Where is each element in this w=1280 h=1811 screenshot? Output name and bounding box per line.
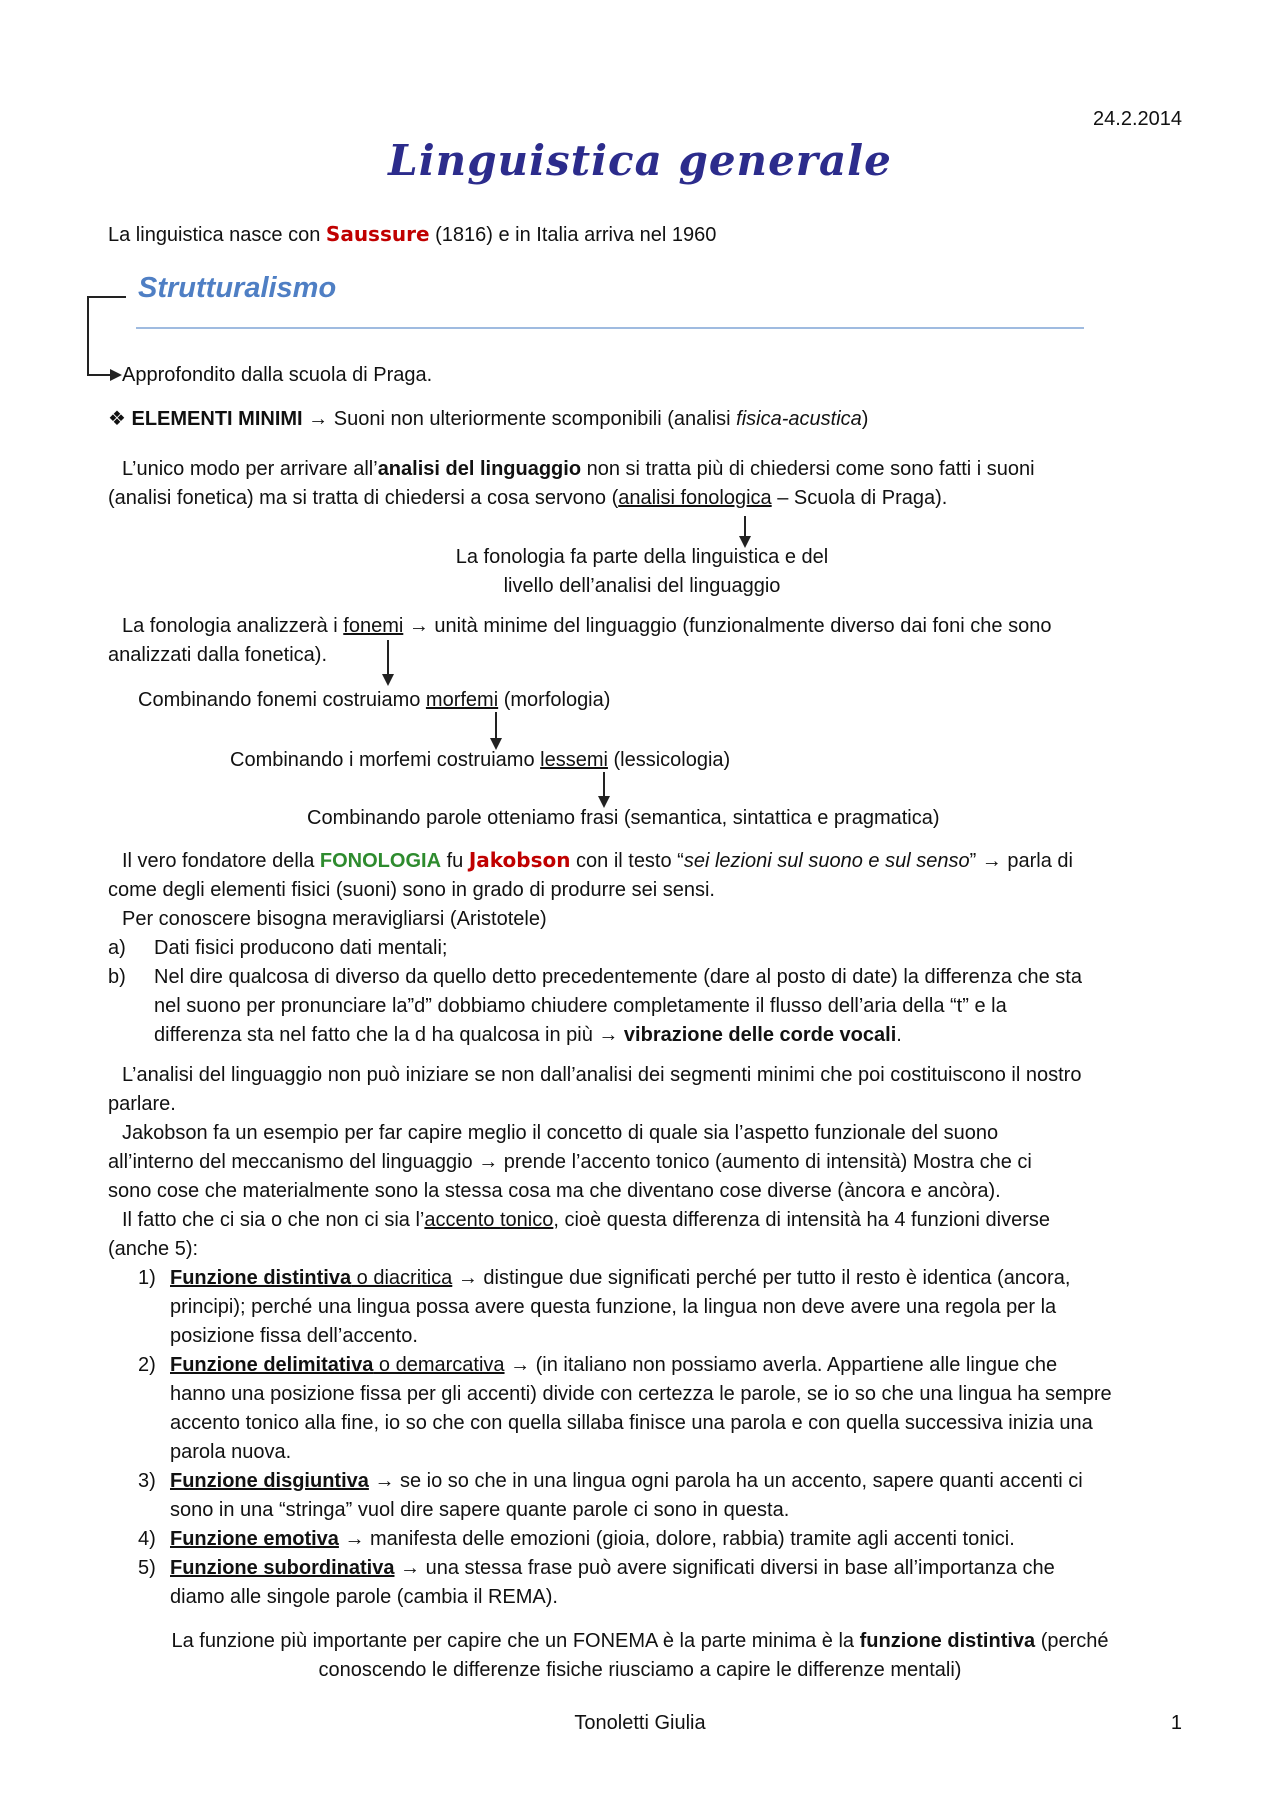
elementi-label: ELEMENTI MINIMI (131, 408, 303, 430)
function-2-bold: Funzione delimitativa (170, 1354, 374, 1376)
comb3-line: Combinando parole otteniamo frasi (semantica, sintattica e pragmatica) (307, 807, 940, 829)
para1-line1 (122, 455, 1035, 484)
function-2-num: 2) (138, 1354, 156, 1376)
para4-line6-end: , cioè questa differenza di intensità ha 4 funzioni diverse (553, 1209, 1050, 1231)
para2-text-end: → unità minime del linguaggio (funzionalmente diverso dai foni che sono (403, 615, 1052, 637)
function-5-line2: diamo alle singole parole (cambia il REMA). (170, 1586, 558, 1608)
para2-text: La fonologia analizzerà i (122, 615, 344, 637)
function-1-line2: principi); perché una lingua possa avere questa funzione, la lingua non deve avere una regola per la (170, 1296, 1057, 1318)
comb2-line (230, 746, 730, 775)
para4-line7: (anche 5): (108, 1238, 199, 1260)
fonologia-note-2: livello dell’analisi del linguaggio (503, 575, 781, 597)
function-3-line2: sono in una “stringa” vuol dire sapere quante parole ci sono in questa. (170, 1499, 790, 1521)
list-b-line1: Nel dire qualcosa di diverso da quello detto precedentemente (dare al posto di date) la differenza che sta (154, 966, 1082, 988)
para1-text-end: non si tratta più di chiedersi come sono fatti i suoni (581, 458, 1035, 480)
accento-tonico: accento tonico (424, 1209, 554, 1231)
function-4-line1: → manifesta delle emozioni (gioia, dolore, rabbia) tramite agli accenti tonici. (338, 1528, 1015, 1550)
para2-line2: analizzati dalla fonetica). (108, 644, 328, 666)
para3-mid: fu (441, 850, 469, 872)
para3-line1 (122, 846, 1073, 876)
page-title: Linguistica generale (388, 136, 892, 185)
list-b-line3-end: . (896, 1024, 902, 1046)
elementi-arrow: → (302, 408, 334, 430)
bracket-arrowhead (110, 369, 122, 381)
section-title: Strutturalismo (138, 272, 337, 304)
conclusion-text: La funzione più importante per capire che un FONEMA è la parte minima è la (171, 1630, 860, 1652)
function-5-line1: → una stessa frase può avere significati diversi in base all’importanza che (394, 1557, 1055, 1579)
para1-line2 (108, 484, 947, 513)
section-divider (136, 327, 1084, 329)
function-3-num: 3) (138, 1470, 156, 1492)
praga-line: Approfondito dalla scuola di Praga. (122, 364, 433, 386)
conclusion-line2: conoscendo le differenze fisiche riusciamo a capire le differenze mentali) (318, 1659, 962, 1681)
para1-text2: (analisi fonetica) ma si tratta di chiedersi a cosa servono ( (108, 487, 619, 509)
para2-line1 (122, 612, 1051, 641)
function-2-line2: hanno una posizione fissa per gli accenti) divide con certezza le parole, se io so che una lingua ha sempre (170, 1383, 1112, 1405)
intro-text: La linguistica nasce con (108, 224, 326, 246)
lessemi-word: lessemi (540, 749, 608, 771)
conclusion-bold: funzione distintiva (859, 1630, 1036, 1652)
conclusion-line1 (0, 1627, 1280, 1656)
para4-line6-text: Il fatto che ci sia o che non ci sia l’ (122, 1209, 425, 1231)
function-3-bold: Funzione disgiuntiva (170, 1470, 369, 1492)
para4-line4: all’interno del meccanismo del linguaggio → prende l’accento tonico (aumento di intensità) Mostra che ci (108, 1151, 1032, 1173)
para1-bold: analisi del linguaggio (377, 458, 582, 480)
list-b-line3-text: differenza sta nel fatto che la d ha qualcosa in più (154, 1024, 599, 1046)
elementi-close: ) (861, 408, 869, 430)
function-4-num: 4) (138, 1528, 156, 1550)
comb1-line (138, 686, 610, 715)
arrow-fonemi-head (382, 674, 394, 686)
intro-line (108, 220, 716, 250)
comb1-text-end: (morfologia) (498, 689, 611, 711)
jakobson-name: Jakobson (468, 848, 571, 872)
function-5-num: 5) (138, 1557, 156, 1579)
list-b-label: b) (108, 966, 126, 988)
para4-line1: L’analisi del linguaggio non può iniziare se non dall’analisi dei segmenti minimi che poi costituiscono il nostro (122, 1064, 1082, 1086)
diamond-bullet-icon: ❖ (108, 408, 126, 430)
function-3-line1: → se io so che in una lingua ogni parola ha un accento, sapere quanti accenti ci (368, 1470, 1083, 1492)
date: 24.2.2014 (1093, 108, 1182, 130)
saussure-name: Saussure (325, 222, 430, 246)
para3-text: Il vero fondatore della (122, 850, 320, 872)
conclusion-text-end: (perché (1035, 1630, 1109, 1652)
para1-text: L’unico modo per arrivare all’ (122, 458, 378, 480)
bracket-line (88, 297, 126, 375)
para3-line2: come degli elementi fisici (suoni) sono in grado di produrre sei sensi. (108, 879, 715, 901)
function-5 (138, 1554, 1055, 1583)
para4-line6 (122, 1206, 1050, 1235)
function-3 (138, 1467, 1083, 1496)
comb2-text-end: (lessicologia) (607, 749, 731, 771)
comb2-text: Combinando i morfemi costruiamo (230, 749, 541, 771)
function-1-line1: → distingue due significati perché per tutto il resto è identica (ancora, (452, 1267, 1071, 1289)
list-b-line3 (154, 1021, 902, 1050)
list-b (108, 963, 1082, 992)
para4-line2: parlare. (108, 1093, 176, 1115)
function-4 (138, 1525, 1015, 1554)
function-2-line3: accento tonico alla fine, io so che con quella sillaba finisce una parola e con quella successiva inizia una (170, 1412, 1093, 1434)
list-b-line2: nel suono per pronunciare la”d” dobbiamo chiudere completamente il flusso dell’aria della “t” e la (154, 995, 1007, 1017)
function-1-alt: o diacritica (351, 1267, 453, 1289)
para1-text2-end: – Scuola di Praga). (771, 487, 948, 509)
analisi-fonologica: analisi fonologica (618, 487, 772, 509)
para3-line3: Per conoscere bisogna meravigliarsi (Aristotele) (122, 908, 547, 930)
para3-text-end: ” → parla di (969, 850, 1073, 872)
list-b-line3-bold: → vibrazione delle corde vocali (598, 1024, 897, 1046)
footer-author: Tonoletti Giulia (574, 1712, 706, 1734)
morfemi-word: morfemi (425, 689, 499, 711)
function-2-line1: → (in italiano non possiamo averla. Appartiene alle lingue che (504, 1354, 1058, 1376)
function-4-bold: Funzione emotiva (170, 1528, 339, 1550)
function-5-bold: Funzione subordinativa (170, 1557, 395, 1579)
list-a (108, 934, 448, 963)
comb1-text: Combinando fonemi costruiamo (138, 689, 426, 711)
elementi-text: Suoni non ulteriormente scomponibili (analisi (333, 408, 737, 430)
function-1 (138, 1264, 1071, 1293)
function-2-line4: parola nuova. (170, 1441, 292, 1463)
para4-line5: sono cose che materialmente sono la stessa cosa ma che diventano cose diverse (àncora e ancòra). (108, 1180, 1001, 1202)
function-1-line3: posizione fissa dell’accento. (170, 1325, 418, 1347)
book-title: sei lezioni sul suono e sul senso (683, 850, 970, 872)
para4-line3: Jakobson fa un esempio per far capire meglio il concetto di quale sia l’aspetto funzionale del suono (122, 1122, 999, 1144)
list-a-text: Dati fisici producono dati mentali; (154, 937, 448, 959)
list-a-label: a) (108, 937, 126, 959)
elementi-line (108, 405, 868, 434)
function-1-bold: Funzione distintiva (170, 1267, 352, 1289)
fonemi-word: fonemi (343, 615, 404, 637)
page-number: 1 (1170, 1712, 1182, 1734)
fonologia-word: FONOLOGIA (319, 850, 442, 872)
para3-mid2: con il testo “ (570, 850, 684, 872)
function-2-alt: o demarcativa (373, 1354, 505, 1376)
elementi-italic: fisica-acustica (736, 408, 862, 430)
fonologia-note-1: La fonologia fa parte della linguistica e del (455, 546, 829, 568)
function-1-num: 1) (138, 1267, 156, 1289)
intro-text-end: (1816) e in Italia arriva nel 1960 (429, 224, 717, 246)
function-2 (138, 1351, 1058, 1380)
